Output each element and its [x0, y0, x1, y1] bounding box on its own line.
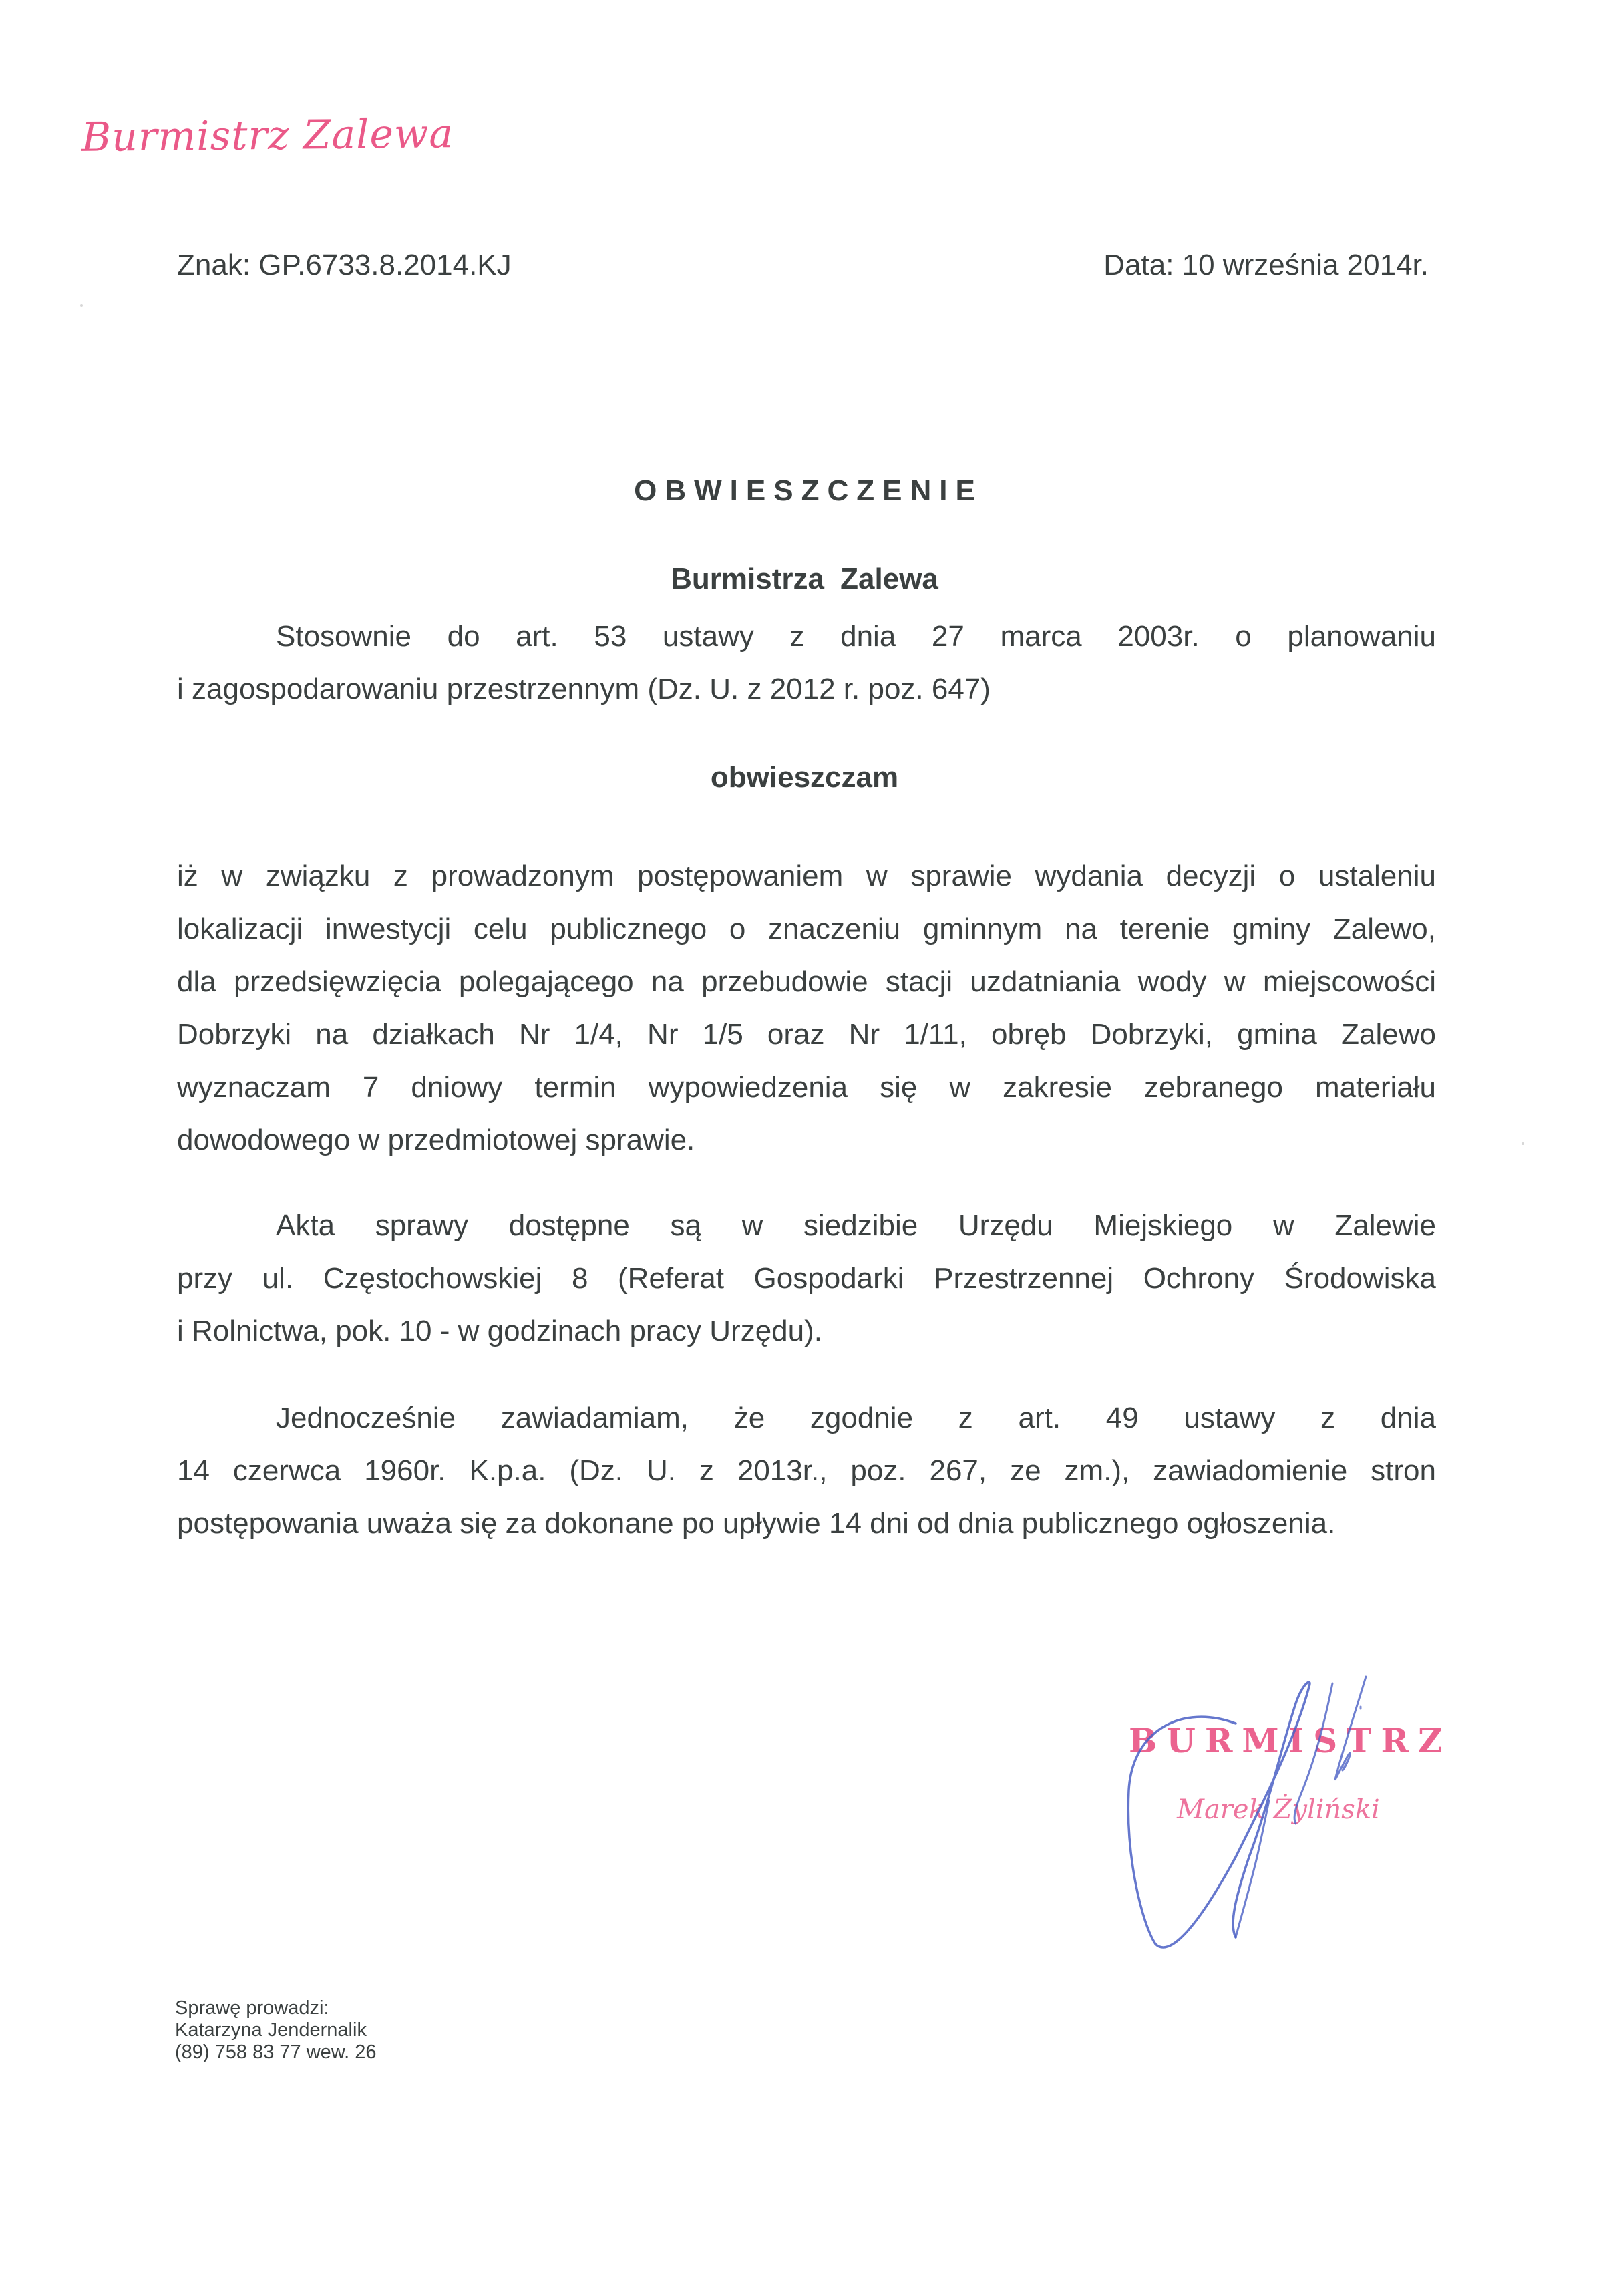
text-line: wyznaczam 7 dniowy termin wypowiedzenia się w zakresie zebranego materiału [177, 1071, 1436, 1104]
paragraph-notice [177, 850, 1436, 1166]
case-handler-label: Sprawę prowadzi: [175, 1997, 329, 2019]
document-title: OBWIESZCZENIE [634, 474, 983, 507]
official-stamp-title: BURMISTRZ [1129, 1721, 1452, 1760]
scan-speck [1522, 1142, 1524, 1145]
text-line: Akta sprawy dostępne są w siedzibie Urzędu Miejskiego w Zalewie [276, 1209, 1436, 1242]
case-handler-info [175, 1997, 376, 2064]
scan-speck [80, 304, 83, 307]
text-line: dowodowego w przedmiotowej sprawie. [177, 1124, 695, 1156]
text-line: dla przedsięwzięcia polegającego na przebudowie stacji uzdatniania wody w miejscowości [177, 965, 1436, 998]
declaration-heading: obwieszczam [710, 761, 899, 794]
signature-loop-stroke [1128, 1682, 1310, 1947]
text-line: przy ul. Częstochowskiej 8 (Referat Gospodarki Przestrzennej Ochrony Środowiska [177, 1262, 1436, 1295]
signature-stroke [1294, 1683, 1332, 1824]
letterhead-stamp: Burmistrz Zalewa [81, 110, 454, 161]
text-line: Jednocześnie zawiadamiam, że zgodnie z art. 49 ustawy z dnia [276, 1402, 1436, 1434]
case-handler-name: Katarzyna Jendernalik [175, 2019, 367, 2041]
text-line: iż w związku z prowadzonym postępowaniem w sprawie wydania decyzji o ustaleniu [177, 860, 1436, 892]
text-line: postępowania uważa się za dokonane po upływie 14 dni od dnia publicznego ogłoszenia. [177, 1507, 1336, 1540]
text-line: lokalizacji inwestycji celu publicznego o znaczeniu gminnym na terenie gminy Zalewo, [177, 913, 1436, 945]
document-subtitle: Burmistrza Zalewa [671, 562, 938, 595]
text-line: Dobrzyki na działkach Nr 1/4, Nr 1/5 oraz Nr 1/11, obręb Dobrzyki, gmina Zalewo [177, 1018, 1436, 1051]
text-line: i zagospodarowaniu przestrzennym (Dz. U. z 2012 r. poz. 647) [177, 673, 991, 705]
official-stamp-name: Marek Żyliński [1177, 1794, 1380, 1825]
reference-number: Znak: GP.6733.8.2014.KJ [177, 249, 512, 281]
text-line: Stosownie do art. 53 ustawy z dnia 27 marca 2003r. o planowaniu [276, 620, 1436, 653]
paragraph-notification [177, 1391, 1436, 1550]
text-line: i Rolnictwa, pok. 10 - w godzinach pracy Urzędu). [177, 1315, 822, 1347]
document-date: Data: 10 września 2014r. [1103, 249, 1429, 281]
paragraph-case-files [177, 1199, 1436, 1357]
text-line: 14 czerwca 1960r. K.p.a. (Dz. U. z 2013r., poz. 267, ze zm.), zawiadomienie stron [177, 1454, 1436, 1487]
paragraph-legal-basis [177, 610, 1436, 715]
case-handler-phone: (89) 758 83 77 wew. 26 [175, 2041, 377, 2063]
handwritten-signature [1069, 1657, 1483, 1964]
signature-stroke [1335, 1677, 1366, 1780]
